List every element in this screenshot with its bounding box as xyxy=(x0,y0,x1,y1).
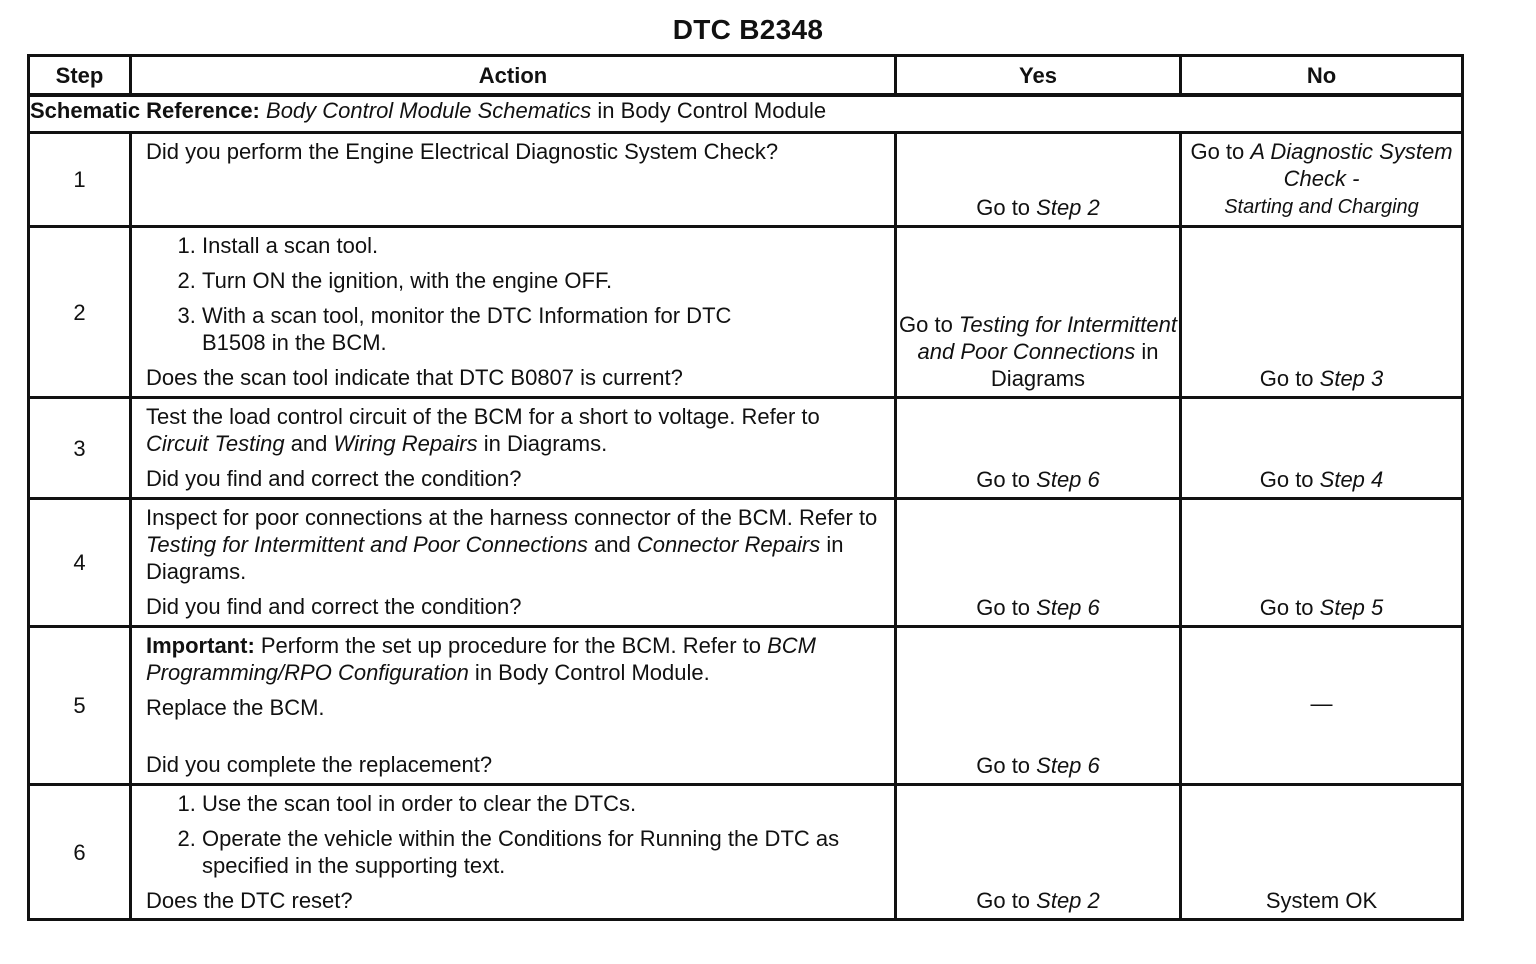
action-text-part: Inspect for poor connections at the harness connector of the BCM. Refer to xyxy=(146,505,878,530)
yes-suffix: in Diagrams xyxy=(990,339,1159,391)
table-row xyxy=(29,227,1463,398)
yes-link[interactable]: Testing for Intermittent and Poor Connections xyxy=(917,312,1177,364)
yes-link[interactable]: Step 2 xyxy=(1036,888,1100,913)
list-item: 3. With a scan tool, monitor the DTC Information for DTC B1508 in the BCM. xyxy=(202,302,880,356)
no-prefix: Go to xyxy=(1259,467,1320,492)
yes-prefix: Go to xyxy=(976,467,1037,492)
yes-cell xyxy=(896,627,1181,785)
action-cell xyxy=(131,785,896,920)
table-row xyxy=(29,133,1463,227)
action-cell xyxy=(131,627,896,785)
reference-link[interactable]: Wiring Repairs xyxy=(333,431,478,456)
list-item: 1. Use the scan tool in order to clear the DTCs. xyxy=(202,790,880,817)
action-cell xyxy=(131,398,896,499)
action-question: Does the DTC reset? xyxy=(146,888,353,913)
action-text-part: and xyxy=(587,532,637,557)
header-action: Action xyxy=(131,56,896,96)
yes-prefix: Go to xyxy=(976,753,1037,778)
no-cell xyxy=(1181,398,1463,499)
important-note xyxy=(146,632,880,686)
header-row xyxy=(29,56,1463,96)
action-text-part: and xyxy=(284,431,334,456)
table-row xyxy=(29,627,1463,785)
no-link[interactable]: Step 4 xyxy=(1319,467,1384,492)
yes-cell xyxy=(896,227,1181,398)
yes-link[interactable]: Step 6 xyxy=(1036,595,1100,620)
important-label: Important: xyxy=(146,633,255,658)
no-link-continued[interactable]: Starting and Charging xyxy=(1224,196,1419,218)
no-cell xyxy=(1181,227,1463,398)
table-row xyxy=(29,785,1463,920)
action-text-part: in Diagrams. xyxy=(477,431,608,456)
yes-link[interactable]: Step 6 xyxy=(1036,753,1100,778)
table-row xyxy=(29,499,1463,627)
yes-prefix: Go to xyxy=(976,888,1037,913)
schematic-reference-label: Schematic Reference: xyxy=(30,98,260,123)
list-item: 2. Turn ON the ignition, with the engine OFF. xyxy=(202,267,880,294)
action-text-part: in Diagrams. xyxy=(146,532,844,584)
action-question: Did you find and correct the condition? xyxy=(146,466,522,491)
page-title: DTC B2348 xyxy=(672,14,824,45)
action-cell xyxy=(131,499,896,627)
list-item: 1. Install a scan tool. xyxy=(202,232,880,259)
step-number: 6 xyxy=(29,785,131,920)
action-text xyxy=(146,504,880,585)
reference-link[interactable]: Connector Repairs xyxy=(636,532,821,557)
schematic-reference-connector: in xyxy=(591,98,621,123)
action-cell xyxy=(131,133,896,227)
yes-link[interactable]: Step 6 xyxy=(1036,467,1100,492)
diagnostic-table xyxy=(27,54,1464,921)
schematic-reference xyxy=(29,95,1463,133)
header-yes: Yes xyxy=(896,56,1181,96)
reference-link[interactable]: Testing for Intermittent and Poor Connections xyxy=(146,532,588,557)
no-cell xyxy=(1181,499,1463,627)
yes-cell xyxy=(896,133,1181,227)
no-prefix: Go to xyxy=(1259,366,1320,391)
no-prefix: Go to xyxy=(1259,595,1320,620)
reference-link[interactable]: BCM Programming/RPO Configuration xyxy=(146,633,816,685)
step-number: 3 xyxy=(29,398,131,499)
no-link[interactable]: Step 5 xyxy=(1319,595,1384,620)
action-question: Does the scan tool indicate that DTC B0807 is current? xyxy=(146,365,683,390)
action-instruction: Replace the BCM. xyxy=(146,695,325,720)
no-cell: — xyxy=(1181,627,1463,785)
procedure-list xyxy=(146,232,880,356)
list-item: 2. Operate the vehicle within the Conditions for Running the DTC as specified in the supporting text. xyxy=(202,825,880,879)
yes-prefix: Go to xyxy=(976,595,1037,620)
action-text-part: Test the load control circuit of the BCM for a short to voltage. Refer to xyxy=(146,404,820,429)
no-link[interactable]: A Diagnostic System Check - xyxy=(1250,139,1453,191)
action-cell xyxy=(131,227,896,398)
schematic-reference-link[interactable]: Body Control Module Schematics xyxy=(266,98,592,123)
yes-cell xyxy=(896,499,1181,627)
reference-link[interactable]: Circuit Testing xyxy=(146,431,285,456)
yes-link[interactable]: Step 2 xyxy=(1036,195,1100,220)
step-number: 1 xyxy=(29,133,131,227)
schematic-reference-section: Body Control Module xyxy=(620,98,827,123)
step-number: 5 xyxy=(29,627,131,785)
yes-prefix: Go to xyxy=(976,195,1037,220)
action-question: Did you perform the Engine Electrical Diagnostic System Check? xyxy=(146,139,779,164)
yes-cell xyxy=(896,785,1181,920)
step-number: 4 xyxy=(29,499,131,627)
no-cell: System OK xyxy=(1181,785,1463,920)
action-question: Did you find and correct the condition? xyxy=(146,594,522,619)
action-text-part: in Body Control Module. xyxy=(468,660,710,685)
header-no: No xyxy=(1181,56,1463,96)
action-text-part: Perform the set up procedure for the BCM. Refer to xyxy=(254,633,768,658)
table-row xyxy=(29,398,1463,499)
no-link[interactable]: Step 3 xyxy=(1319,366,1384,391)
action-question: Did you complete the replacement? xyxy=(146,752,493,777)
no-prefix: Go to xyxy=(1190,139,1251,164)
procedure-list xyxy=(146,790,880,879)
schematic-reference-row xyxy=(29,95,1463,133)
action-text xyxy=(146,403,880,457)
no-cell xyxy=(1181,133,1463,227)
yes-cell xyxy=(896,398,1181,499)
step-number: 2 xyxy=(29,227,131,398)
yes-prefix: Go to xyxy=(899,312,959,337)
header-step: Step xyxy=(29,56,131,96)
